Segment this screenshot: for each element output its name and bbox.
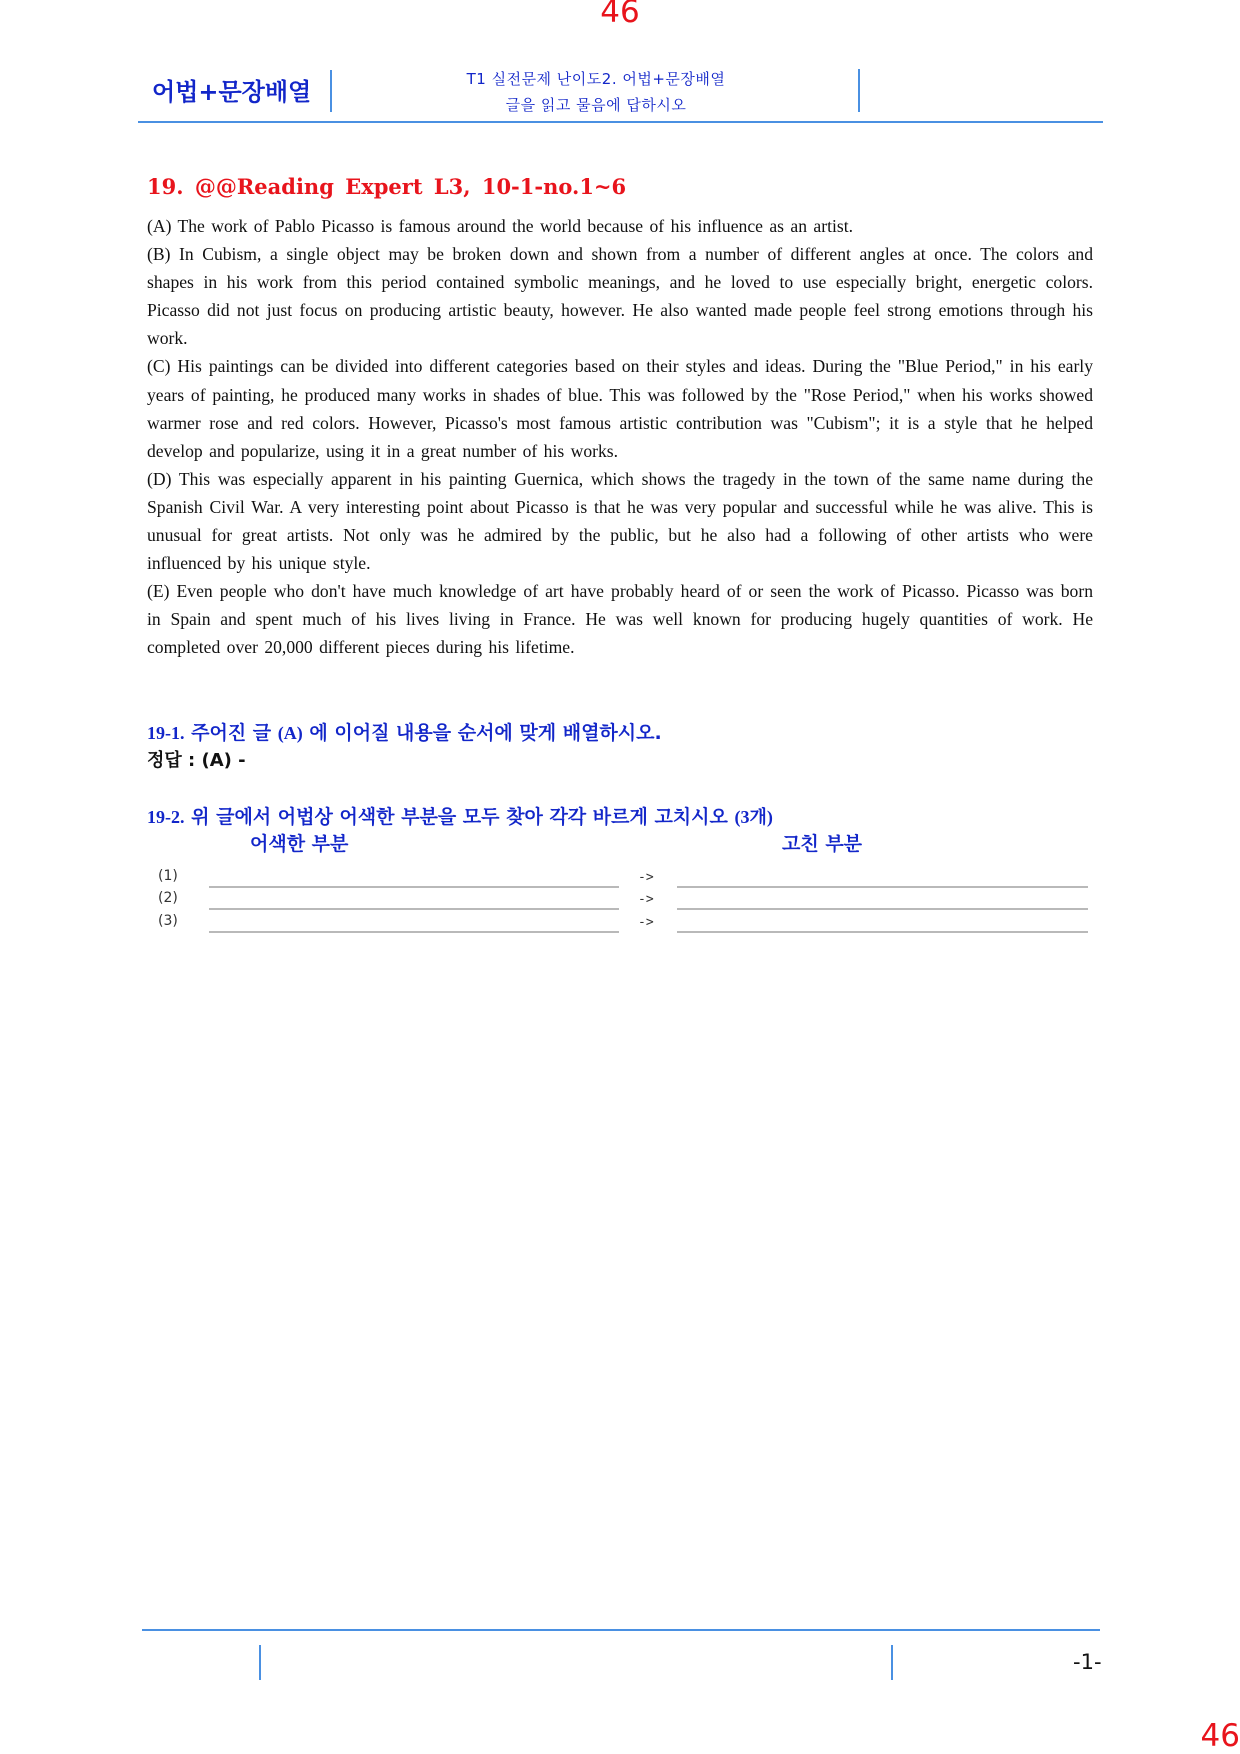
sub-question-2-number: 19-2. <box>147 807 185 827</box>
page-number-top: 46 <box>600 0 640 30</box>
paragraph-d: (D) This was especially apparent in his painting Guernica, which shows the tragedy in the town of the same name during the Spanish Civil War. A very interesting point about Picasso is that he was very popular and successful while he was alive. This is unusual for great artists. Not only was he admired by the public, but he also had a following of other artists who were influenced by his unique style. <box>147 468 1093 574</box>
sub-question-1-text-before: 주어진 글 <box>191 722 272 744</box>
blank-fixed-2[interactable] <box>677 908 1088 910</box>
blank-wrong-2[interactable] <box>209 908 619 910</box>
footer-divider-left <box>259 1645 261 1680</box>
header-divider-right <box>858 69 860 112</box>
sub-question-1-number: 19-1. <box>147 723 185 743</box>
blank-fixed-3[interactable] <box>677 931 1088 933</box>
answer-line[interactable]: 정답 : (A) - <box>147 750 246 771</box>
paragraph-a: (A) The work of Pablo Picasso is famous around the world because of his influence as an artist. <box>147 216 853 236</box>
header-title: 어법+문장배열 <box>152 78 312 106</box>
header-subtitle-line2: 글을 읽고 물음에 답하시오 <box>505 96 687 114</box>
sub-question-1-text-after: 에 이어질 내용을 순서에 맞게 배열하시오. <box>309 722 662 744</box>
paragraph-e: (E) Even people who don't have much knowledge of art have probably heard of or seen the work of Picasso. Picasso was born in Spain and spent much of his lives living in France. He was well known for producing hugely quantities of work. He completed over 20,000 different pieces during his lifetime. <box>147 581 1093 658</box>
column-header-wrong: 어색한 부분 <box>250 833 349 855</box>
sub-question-2-count: (3개) <box>734 807 773 827</box>
row-label-2: (2) <box>158 890 178 906</box>
blank-fixed-1[interactable] <box>677 886 1088 888</box>
paragraph-c: (C) His paintings can be divided into different categories based on their styles and ideas. During the "Blue Period," in his early years of painting, he produced many works in shades of blue. This was followed by the "Rose Period," when his works showed warmer rose and red colors. However, Picasso's most famous artistic contribution was "Cubism"; it is a style that he helped develop and popularize, using it in a great number of his works. <box>147 356 1093 461</box>
header-subtitle-line1: T1 실전문제 난이도2. 어법+문장배열 <box>466 70 726 88</box>
header-divider-left <box>330 70 332 112</box>
sub-question-1-paren: (A) <box>277 723 303 743</box>
header-rule <box>138 121 1103 123</box>
sub-question-2 <box>147 802 773 829</box>
footer-rule <box>142 1629 1100 1631</box>
sub-question-2-text: 위 글에서 어법상 어색한 부분을 모두 찾아 각각 바르게 고치시오 <box>191 806 728 828</box>
row-label-1: (1) <box>158 868 178 884</box>
column-header-fixed: 고친 부분 <box>782 833 863 855</box>
arrow-1: -> <box>638 870 654 885</box>
footer-page-number: -1- <box>1073 1650 1102 1674</box>
arrow-2: -> <box>638 892 654 907</box>
row-label-3: (3) <box>158 913 178 929</box>
arrow-3: -> <box>638 915 654 930</box>
paragraph-b: (B) In Cubism, a single object may be broken down and shown from a number of different angles at once. The colors and shapes in his work from this period contained symbolic meanings, and he loved to use especially bright, energetic colors. Picasso did not just focus on producing artistic beauty, however. He also wanted made people feel strong emotions through his work. <box>147 244 1093 349</box>
footer-divider-right <box>891 1645 893 1680</box>
blank-wrong-1[interactable] <box>209 886 619 888</box>
page-number-bottom: 46 <box>1200 1718 1240 1754</box>
header-subtitle <box>336 66 856 118</box>
question-title: 19. @@Reading Expert L3, 10-1-no.1~6 <box>147 174 627 199</box>
sub-question-1 <box>147 718 662 745</box>
reading-passage <box>147 212 1093 662</box>
blank-wrong-3[interactable] <box>209 931 619 933</box>
